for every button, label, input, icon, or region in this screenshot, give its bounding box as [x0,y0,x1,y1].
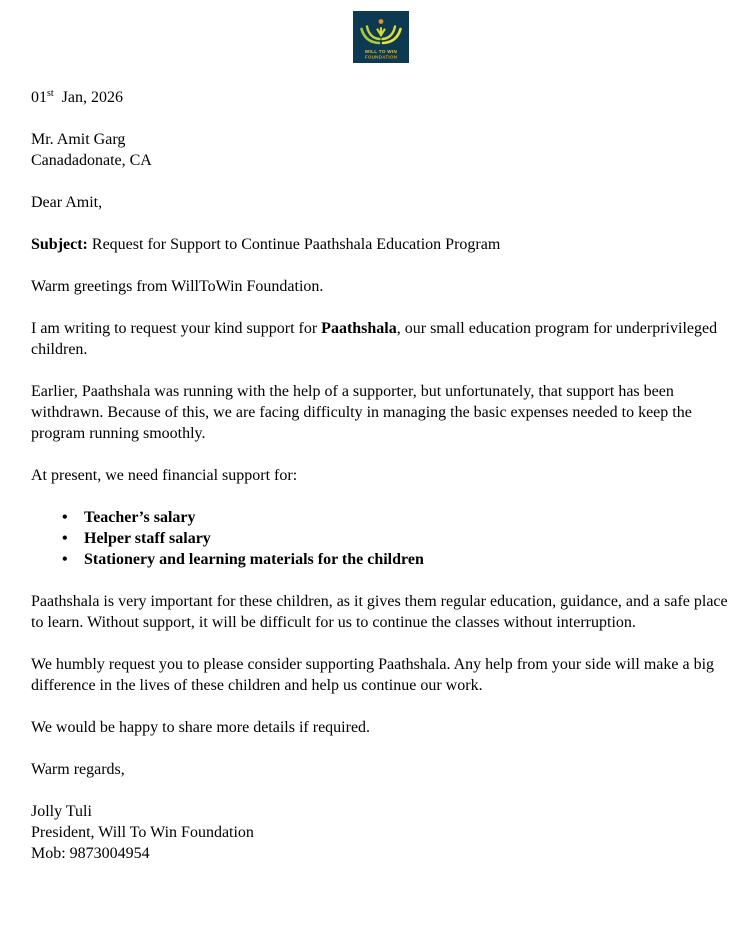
logo-sun-dot-icon [379,19,384,24]
logo [31,11,731,63]
bullet-item-teacher-salary: • Teacher’s salary [31,507,731,528]
bullet-item-stationery: • Stationery and learning materials for the children [31,549,731,570]
date-rest: Jan, 2026 [57,89,123,106]
salutation: Dear Amit, [31,194,103,211]
program-name-bold: Paathshala [321,320,397,337]
subject-text: Request for Support to Continue Paathshala Education Program [87,236,501,253]
date-day: 01 [31,89,47,106]
recipient-location: Canadadonate, CA [31,152,152,169]
greeting-paragraph: Warm greetings from WillToWin Foundation. [31,278,324,295]
needs-intro-paragraph: At present, we need financial support for: [31,467,298,484]
importance-paragraph: Paathshala is very important for these children, as it gives them regular education, guidance, and a safe place to learn. Without support, it will be difficult for us to continue the classes without interruption. [31,593,728,631]
intro-paragraph [31,318,731,360]
intro-text-after: , our small education program for underprivileged children. [31,320,718,358]
closing-line: Warm regards, [31,761,125,778]
details-paragraph: We would be happy to share more details if required. [31,719,371,736]
date-ordinal-suffix: st [47,87,54,99]
intro-text-before: I am writing to request your kind support for [31,320,322,337]
signature-mobile: Mob: 9873004954 [31,845,150,862]
signature-name: Jolly Tuli [31,803,92,820]
date-line [31,87,731,108]
bullet-item-helper-salary: • Helper staff salary [31,528,731,549]
recipient-name: Mr. Amit Garg [31,131,126,148]
logo-text-line2: FOUNDATION [364,54,398,60]
subject-label: Subject: [31,236,88,253]
recipient-block [31,129,731,171]
signature-title: President, Will To Win Foundation [31,824,254,841]
subject-line [31,234,731,255]
logo-text-line1: WILL TO WIN [364,49,398,54]
request-paragraph: We humbly request you to please consider supporting Paathshala. Any help from your side will make a big difference in the lives of these children and help us continue our work. [31,656,715,694]
needs-bullet-list [31,507,731,570]
will-to-win-foundation-logo-icon [353,11,409,63]
background-paragraph: Earlier, Paathshala was running with the help of a supporter, but unfortunately, that support has been withdrawn. Because of this, we are facing difficulty in managing the basic expenses needed to keep the program running smoothly. [31,383,692,442]
signature-block [31,801,731,864]
